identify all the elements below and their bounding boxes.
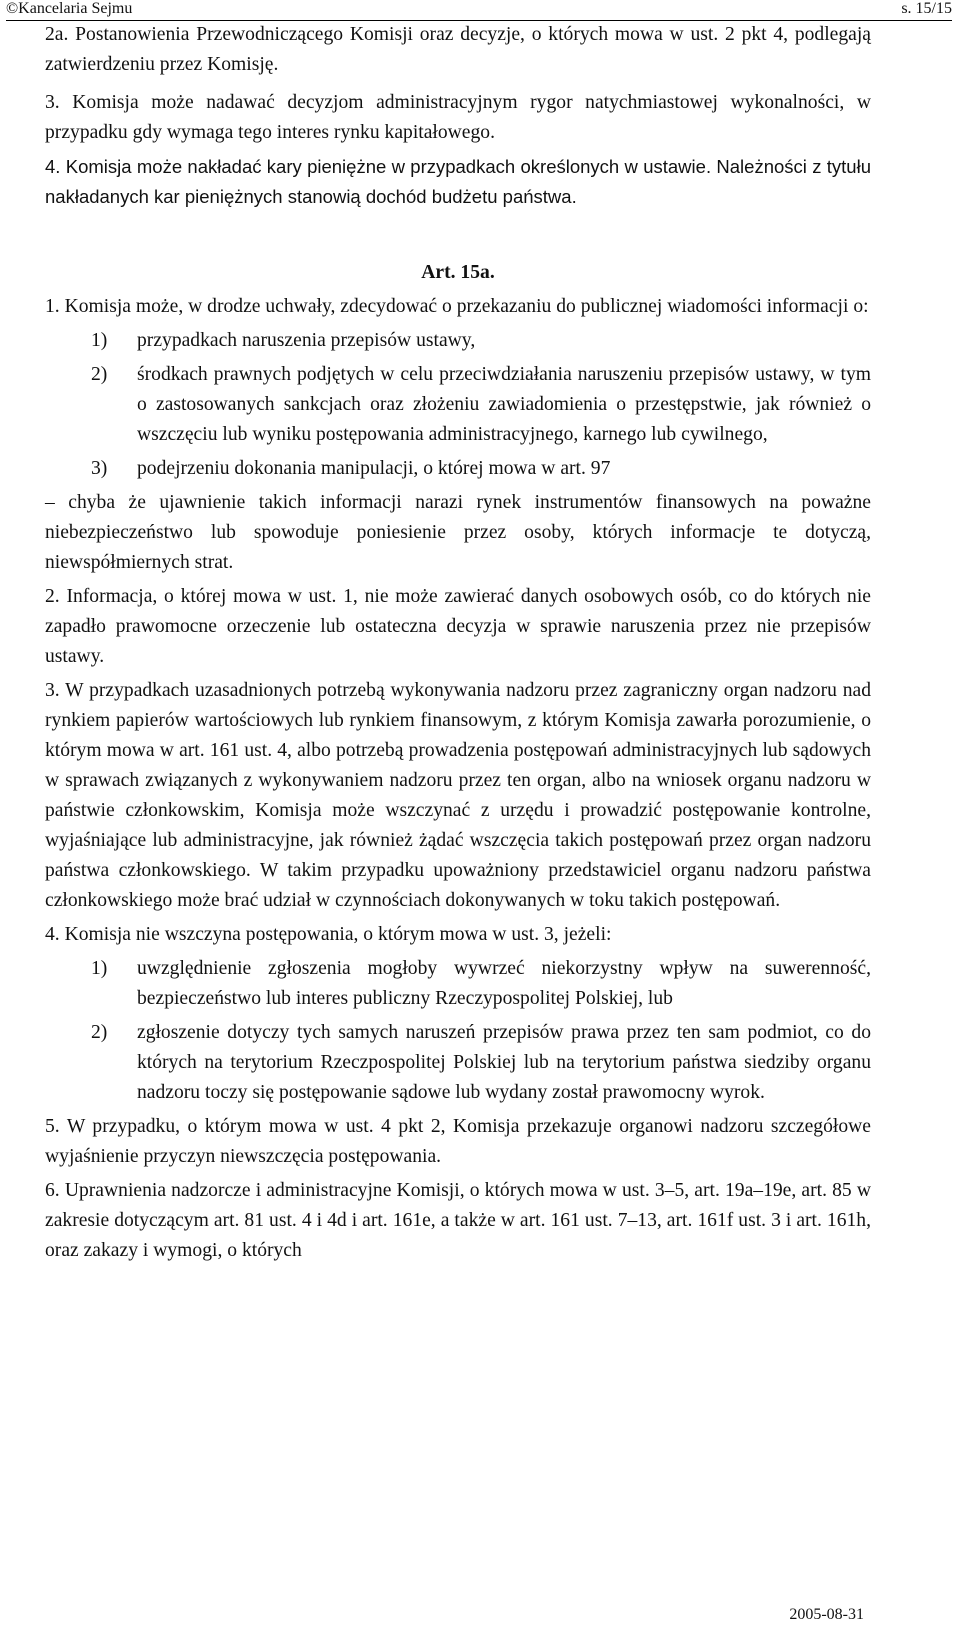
article-para-2: 2. Informacja, o której mowa w ust. 1, nie może zawierać danych osobowych osób, co do których nie zapadło prawomocne orzeczenie lub ostateczna decyzja w sprawie naruszenia przez nie przepisów ustawy.	[45, 586, 871, 667]
paragraph-2a: 2a. Postanowienia Przewodniczącego Komisji oraz decyzje, o których mowa w ust. 2 pkt 4, podlegają zatwierdzeniu przez Komisję.	[45, 24, 871, 75]
list-item	[91, 954, 871, 1014]
footer-date: 2005-08-31	[789, 1606, 864, 1623]
list-item-number: 1)	[91, 330, 108, 351]
article-para-1-tail: – chyba że ujawnienie takich informacji narazi rynek instrumentów finansowych na poważne niebezpieczeństwo lub spowoduje poniesienie przez osoby, których informacje te dotyczą, niewspółmiernych strat.	[45, 492, 871, 573]
list-item-number: 3)	[91, 458, 108, 479]
list-item-text: podejrzeniu dokonania manipulacji, o której mowa w art. 97	[137, 458, 611, 479]
list-item	[91, 454, 871, 484]
list-item-number: 1)	[91, 958, 108, 979]
list-item-text: uwzględnienie zgłoszenia mogłoby wywrzeć niekorzystny wpływ na suwerenność, bezpieczeństwo lub interes publiczny Rzeczypospolitej Polskiej, lub	[137, 958, 871, 1009]
paragraph-4: 4. Komisja może nakładać kary pieniężne w przypadkach określonych w ustawie. Należności z tytułu nakładanych kar pieniężnych stanowią dochód budżetu państwa.	[45, 156, 871, 207]
list-item-text: środkach prawnych podjętych w celu przeciwdziałania naruszeniu przepisów ustawy, w tym o zastosowanych sankcjach oraz złożeniu zawiadomienia o przestępstwie, jak również o wszczęciu lub wyniku postępowania administracyjnego, karnego lub cywilnego,	[137, 364, 871, 445]
list-item	[91, 1018, 871, 1108]
list-item	[91, 360, 871, 450]
list-item-text: zgłoszenie dotyczy tych samych naruszeń przepisów prawa przez ten sam podmiot, co do których na terytorium Rzeczpospolitej Polskiej lub na terytorium państwa siedziby organu nadzoru toczy się postępowanie sądowe lub wydany został prawomocny wyrok.	[137, 1022, 871, 1103]
list-item-number: 2)	[91, 364, 108, 385]
article-para-1: 1. Komisja może, w drodze uchwały, zdecydować o przekazaniu do publicznej wiadomości informacji o:	[45, 296, 869, 317]
article-para-6: 6. Uprawnienia nadzorcze i administracyjne Komisji, o których mowa w ust. 3–5, art. 19a–19e, art. 85 w zakresie dotyczącym art. 81 ust. 4 i 4d i art. 161e, a także w art. 161 ust. 7–13, art. 161f ust. 3 i art. 161h, oraz zakazy i wymogi, o których	[45, 1180, 871, 1261]
document-body	[45, 20, 871, 1266]
article-para-4: 4. Komisja nie wszczyna postępowania, o którym mowa w ust. 3, jeżeli:	[45, 924, 612, 945]
paragraph-3: 3. Komisja może nadawać decyzjom administracyjnym rygor natychmiastowej wykonalności, w przypadku gdy wymaga tego interes rynku kapitałowego.	[45, 92, 871, 143]
article-para-5: 5. W przypadku, o którym mowa w ust. 4 pkt 2, Komisja przekazuje organowi nadzoru szczegółowe wyjaśnienie przyczyn niewszczęcia postępowania.	[45, 1116, 871, 1167]
page-number: s. 15/15	[901, 0, 952, 17]
header-left: ©Kancelaria Sejmu	[6, 0, 133, 17]
article-para-3: 3. W przypadkach uzasadnionych potrzebą wykonywania nadzoru przez zagraniczny organ nadzoru nad rynkiem papierów wartościowych lub rynkiem finansowym, z którym Komisja zawarła porozumienie, o którym mowa w art. 161 ust. 4, albo potrzebą prowadzenia postępowań administracyjnych lub sądowych w sprawach związanych z wykonywaniem nadzoru przez ten organ, albo na wniosek organu nadzoru w państwie członkowskim, Komisja może wszczynać z urzędu i prowadzić postępowanie kontrolne, wyjaśniające lub administracyjne, jak również żądać wszczęcia takich postępowań przez organ nadzoru państwa członkowskiego. W takim przypadku upoważniony przedstawiciel organu nadzoru państwa członkowskiego może brać udział w czynnościach dokonywanych w toku takich postępowań.	[45, 680, 871, 911]
list-item-number: 2)	[91, 1022, 108, 1043]
list-item	[91, 326, 871, 356]
article-title: Art. 15a.	[421, 262, 495, 283]
list-item-text: przypadkach naruszenia przepisów ustawy,	[137, 330, 476, 351]
